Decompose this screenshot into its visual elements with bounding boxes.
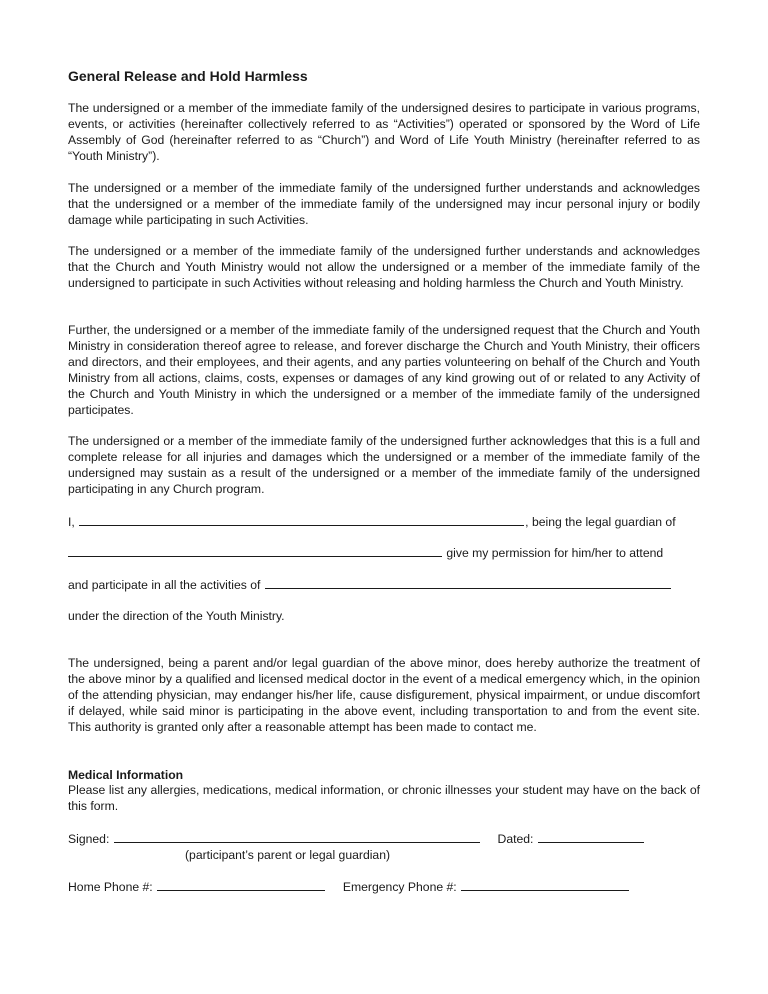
- paragraph-discharge: Further, the undersigned or a member of the immediate family of the undersigned request that the Church and Youth Ministry in consideration thereof agree to release, and forever discharge the Church and Youth Ministry, their officers and directors, and their employees, and their agents, and any parties volunteering on behalf of the Church and Youth Ministry from all actions, claims, costs, expenses or damages of any kind growing out of or related to any Activity of the Church and Youth Ministry in which the undersigned or a member of the immediate family of the undersigned participates.: [68, 323, 700, 417]
- under-direction-text: under the direction of the Youth Ministry.: [68, 609, 285, 623]
- legal-guardian-of-label: , being the legal guardian of: [525, 515, 676, 529]
- paragraph-medical-authorization: The undersigned, being a parent and/or legal guardian of the above minor, does hereby authorize the treatment of the above minor by a qualified and licensed medical doctor in the event of a medical emergency which, in the opinion of the attending physician, may endanger his/her life, cause disfigurement, physical impairment, or undue discomfort if delayed, while said minor is participating in the above event, including transportation to and from the event site. This authority is granted only after a reasonable attempt has been made to contact me.: [68, 656, 700, 734]
- guardian-name-blank[interactable]: [79, 514, 524, 526]
- signed-label: Signed:: [68, 832, 110, 846]
- document-title: General Release and Hold Harmless: [68, 68, 308, 84]
- home-phone-label: Home Phone #:: [68, 880, 153, 894]
- paragraph-participation: The undersigned or a member of the immediate family of the undersigned desires to participate in various programs, events, or activities (hereinafter collectively referred to as “Activities”) operated or sponsored by the Word of Life Assembly of God (hereinafter referred to as “Church”) and Word of Life Youth Ministry (hereinafter referred to as “Youth Ministry”).: [68, 101, 700, 163]
- dated-label: Dated:: [497, 832, 534, 846]
- emergency-phone-label: Emergency Phone #:: [342, 880, 457, 894]
- paragraph-full-release: The undersigned or a member of the immediate family of the undersigned further acknowledges that this is a full and complete release for all injuries and damages which the undersigned or a member of the immediate family of the undersigned may sustain as a result of the undersigned or a member of the immediate family of the undersigned participating in any Church program.: [68, 434, 700, 496]
- activities-of-blank[interactable]: [265, 577, 671, 589]
- minor-name-line: [68, 545, 663, 561]
- signature-line: [68, 831, 645, 847]
- paragraph-release-requirement: The undersigned or a member of the immediate family of the undersigned further understands and acknowledges that the Church and Youth Ministry would not allow the undersigned or a member of the immediate family of the undersigned to participate in such Activities without releasing and holding harmless the Church and Youth Ministry.: [68, 244, 700, 290]
- date-blank[interactable]: [538, 831, 644, 843]
- signature-blank[interactable]: [114, 831, 480, 843]
- paragraph-injury-risk: The undersigned or a member of the immediate family of the undersigned further understands and acknowledges that the undersigned or a member of the immediate family of the undersigned may incur personal injury or bodily damage while participating in such Activities.: [68, 181, 700, 227]
- guardian-note: (participant’s parent or legal guardian): [185, 848, 391, 862]
- participate-all-label: and participate in all the activities of: [68, 578, 261, 592]
- minor-name-blank[interactable]: [68, 545, 442, 557]
- emergency-phone-blank[interactable]: [461, 879, 629, 891]
- guardian-name-line: [68, 514, 676, 530]
- medical-information-heading: Medical Information: [68, 768, 184, 782]
- medical-information-text: Please list any allergies, medications, medical information, or chronic illnesses your student may have on the back of this form.: [68, 783, 700, 813]
- home-phone-blank[interactable]: [157, 879, 325, 891]
- give-permission-label: give my permission for him/her to attend: [446, 546, 664, 560]
- guardian-prefix-label: I,: [68, 515, 75, 529]
- activities-of-line: [68, 577, 672, 593]
- phone-line: [68, 879, 630, 895]
